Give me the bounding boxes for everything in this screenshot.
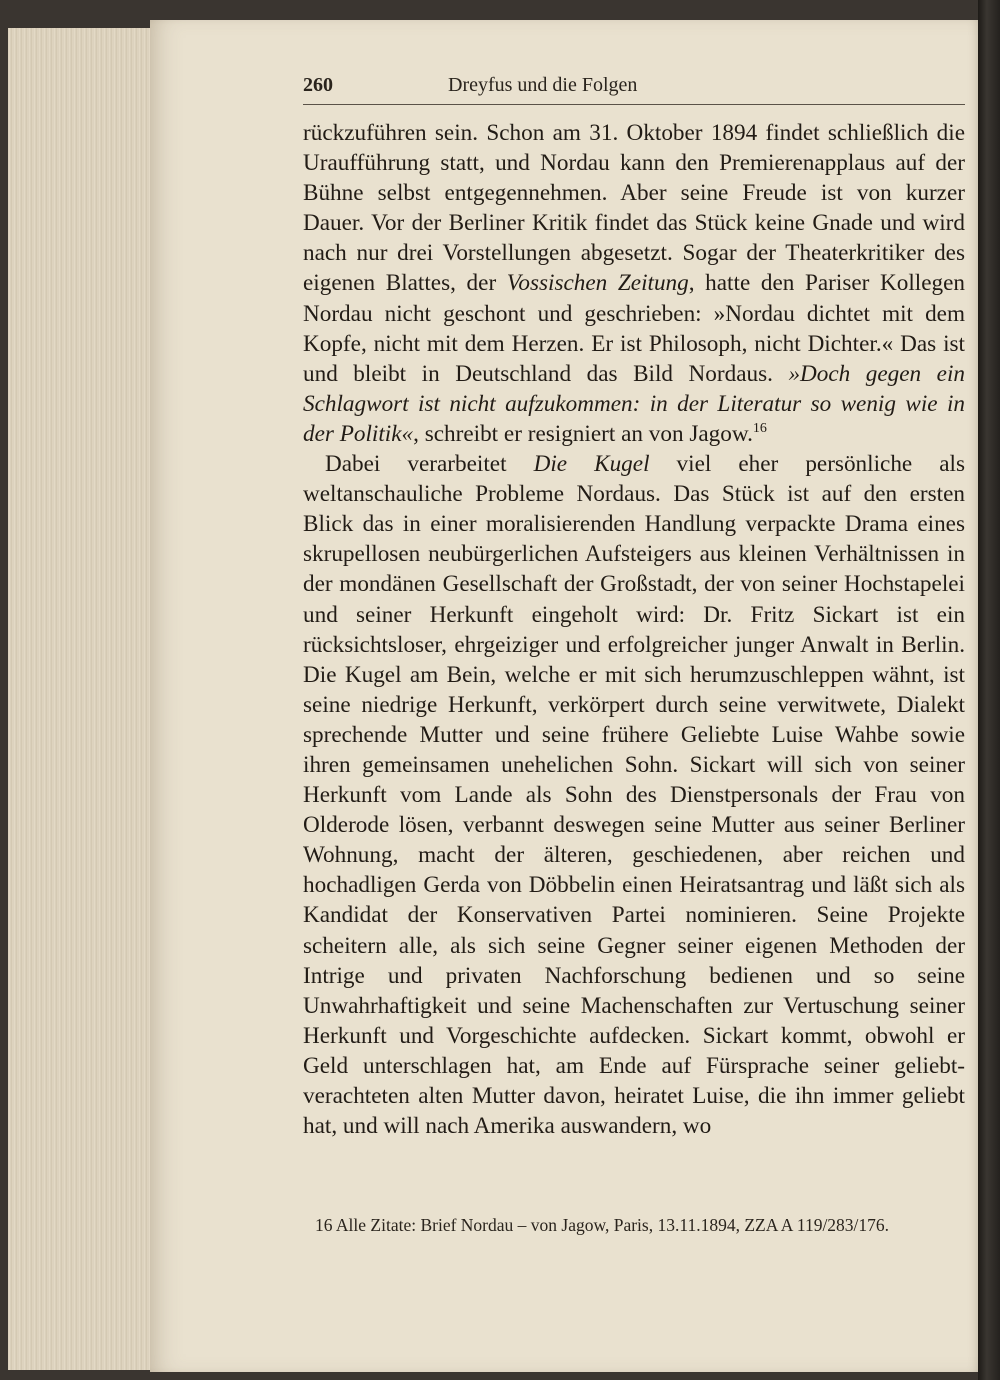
- paragraph-1-italic-a: Vossischen Zeitung: [506, 270, 689, 297]
- paragraph-1-text-a: rückzuführen sein. Schon am 31. Oktober 1894 findet schließlich die Uraufführung statt, und Nordau kann den Premierenapplaus auf der Bühne selbst entgegennehmen. Aber seine Freude ist von kurzer Dauer. Vor der Berliner Kritik findet das Stück keine Gnade und wird nach nur drei Vorstellungen abgesetzt. Sogar der Theaterkritiker des eigenen Blattes, der: [303, 120, 965, 297]
- paragraph-2-text-a: Dabei verarbeitet: [325, 451, 534, 478]
- body-text: [303, 118, 965, 1141]
- paragraph-2-text-b: viel eher persönliche als weltanschauliche Probleme Nordaus. Das Stück ist auf den ersten Blick das in einer moralisierenden Handlung verpackte Drama eines skrupellosen neubürgerlichen Aufsteigers aus kleinen Verhältnissen in der mondänen Gesellschaft der Großstadt, der von seiner Hochstapelei und seiner Herkunft eingeholt wird: Dr. Fritz Sickart ist ein rücksichtsloser, ehrgeiziger und erfolgreicher junger Anwalt in Berlin. Die Kugel am Bein, welche er mit sich herumzuschleppen wähnt, ist seine niedrige Herkunft, verkörpert durch seine verwitwete, Dialekt sprechende Mutter und seine frühere Geliebte Luise Wahbe sowie ihren gemeinsamen unehelichen Sohn. Sickart will sich von seiner Herkunft vom Lande als Sohn des Dienstpersonals der Frau von Olderode lösen, verbannt deswegen seine Mutter aus seiner Berliner Wohnung, macht der älteren, geschiedenen, aber reichen und hochadligen Gerda von Döbbelin einen Heiratsantrag und läßt sich als Kandidat der Konservativen Partei nominieren. Seine Projekte scheitern alle, als sich seine Gegner seiner eigenen Methoden der Intrige und privaten Nachforschung bedienen und so seine Unwahrhaftigkeit und seine Machenschaften zur Vertuschung seiner Herkunft und Vorgeschichte aufdecken. Sickart kommt, obwohl er Geld unterschlagen hat, am Ende auf Fürsprache seiner geliebt-verachteten alten Mutter davon, heiratet Luise, die ihn immer geliebt hat, und will nach Amerika auswandern, wo: [303, 451, 966, 1140]
- paragraph-1-text-c: , schreibt er resigniert an von Jagow.: [413, 420, 753, 447]
- paragraph-2: [303, 449, 965, 1141]
- page-number: 260: [303, 74, 333, 96]
- page-header: [303, 70, 965, 105]
- paragraph-1: [303, 118, 965, 449]
- paragraph-1-italic-b: »Doch gegen ein Schlagwort ist nicht aufzukommen: in der Literatur so wenig wie in der Politik«: [303, 360, 966, 447]
- paragraph-1-text-b: , hatte den Pariser Kollegen Nordau nicht geschont und geschrieben: »Nordau dichtet mit dem Kopfe, nicht mit dem Herzen. Er ist Philosoph, nicht Dichter.« Das ist und bleibt in Deutschland das Bild Nordaus.: [303, 270, 965, 387]
- binding-edge: [978, 0, 1000, 1380]
- paragraph-2-italic-a: Die Kugel: [533, 451, 650, 478]
- page-edges: [8, 28, 159, 1370]
- running-title: Dreyfus und die Folgen: [448, 74, 638, 96]
- footnote-reference: 16: [752, 420, 767, 436]
- footnote: 16 Alle Zitate: Brief Nordau – von Jagow, Paris, 13.11.1894, ZZA A 119/283/176.: [315, 1215, 890, 1235]
